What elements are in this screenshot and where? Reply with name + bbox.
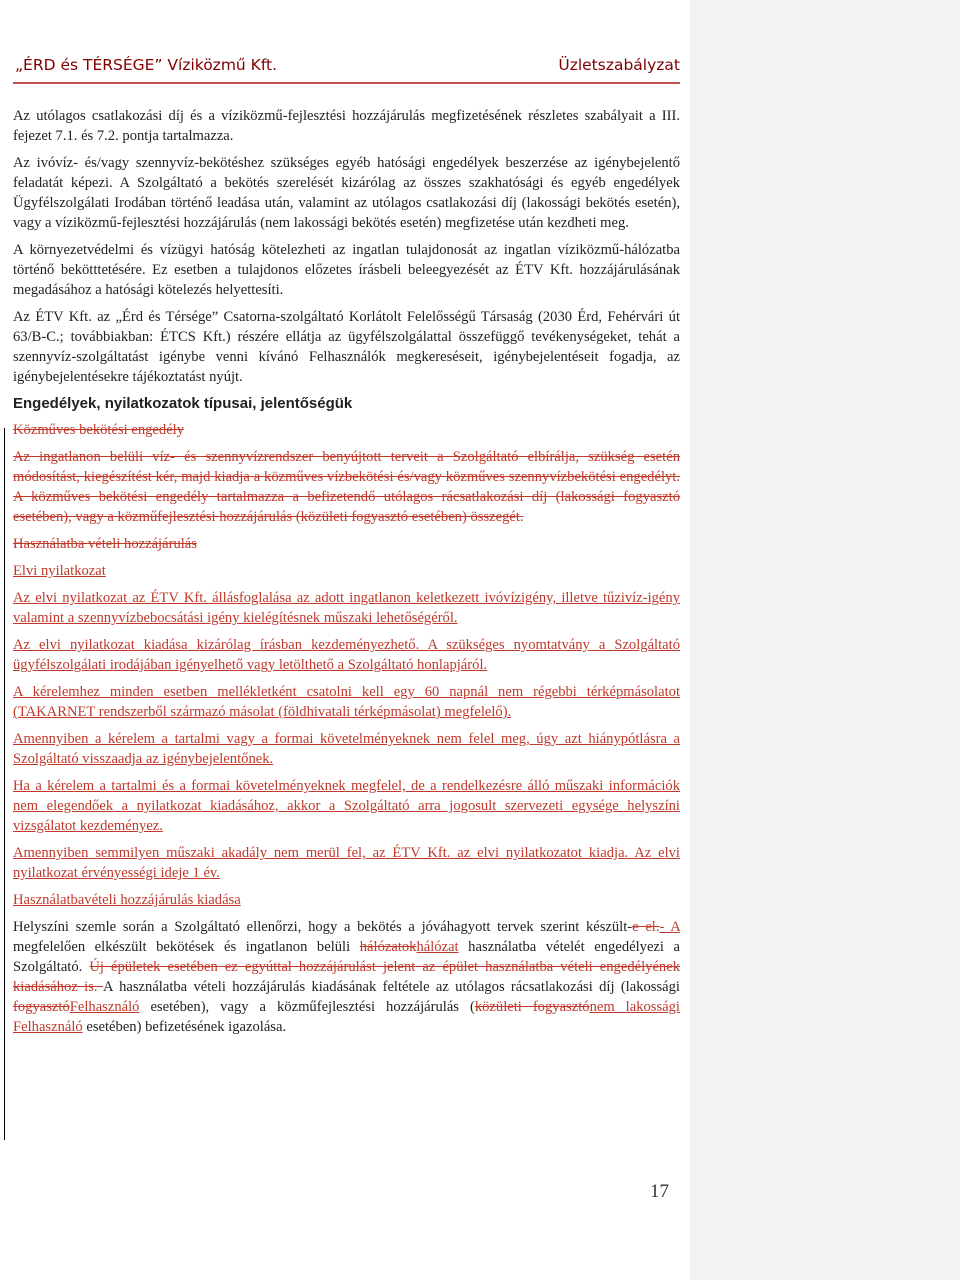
paragraph: Az ivóvíz- és/vagy szennyvíz-bekötéshez szükséges egyéb hatósági engedélyek beszerzése az igénybejelentő feladatát képezi. A Szolgáltató a bekötés szerelését kizárólag az összes szakhatósági és egyéb engedélyek Ügyfélszolgálati Irodában történő leadása után, valamint az utólagos csatlakozási díj (lakossági bekötés esetén), vagy a víziközmű-fejlesztési hozzájárulás (nem lakossági bekötés esetén) megfizetése után kezdheti meg. [13, 155, 680, 231]
inserted-paragraph: A kérelemhez minden esetben mellékletként csatolni kell egy 60 napnál nem régebbi térképmásolatot (TAKARNET rendszerből származó másolat (földhivatali térképmásolat) megfelelő). [13, 684, 680, 720]
header-company: „ÉRD és TÉRSÉGE” Víziközmű Kft. [15, 56, 278, 74]
page-number: 17 [650, 1181, 669, 1202]
header-doc-title: Üzletszabályzat [558, 56, 680, 74]
inserted-heading: Használatbavételi hozzájárulás kiadása [13, 892, 241, 908]
change-bar [4, 428, 5, 1140]
paragraph: Az utólagos csatlakozási díj és a víziközmű-fejlesztési hozzájárulás megfizetésének részletes szabályait a III. fejezet 7.1. és 7.2. pontja tartalmazza. [13, 108, 680, 144]
inserted-heading: Elvi nyilatkozat [13, 563, 106, 579]
paragraph: Az ÉTV Kft. az „Érd és Térsége” Csatorna-szolgáltató Korlátolt Felelősségű Társaság (2030 Érd, Fehérvári út 63/B-C.; továbbiakban: ÉTCS Kft.) részére ellátja az ügyfélszolgálattal összefüggő tevékenységeket, tehát a szennyvíz-szolgáltatást igénybe venni kívánó Felhasználók megkereséseit, igénybejelentéseit fogadja, az igénybejelentésekre tájékoztatást nyújt. [13, 309, 680, 385]
deleted-heading: Használatba vételi hozzájárulás [13, 536, 197, 552]
page-header [13, 54, 680, 84]
inserted-paragraph: Az elvi nyilatkozat az ÉTV Kft. állásfoglalása az adott ingatlanon keletkezett ivóvízigény, illetve tűzivíz-igény valamint a szennyvízbebocsátási igény kielégítésnek műszaki lehetőségéről. [13, 590, 680, 626]
document-body [13, 106, 680, 1044]
inserted-paragraph: Amennyiben a kérelem a tartalmi vagy a formai követelményeknek nem felel meg, úgy azt hiánypótlásra a Szolgáltató visszaadja az igénybejelentőnek. [13, 731, 680, 767]
tracked-paragraph: Helyszíni szemle során a Szolgáltató ellenőrzi, hogy a bekötés a jóváhagyott tervek szerint készült-e el.- A megfelelően elkészült bekötések és ingatlanon belüli hálózatokhálózat használatba vételét engedélyezi a Szolgáltató. Új épületek esetében ez egyúttal hozzájárulást jelent az épület használatba vételi engedélyének kiadásához is. A használatba vételi hozzájárulás kiadásának feltétele az utólagos rácsatlakozási díj (lakossági fogyasztóFelhasználó esetében), vagy a közműfejlesztési hozzájárulás (közületi fogyasztónem lakossági Felhasználó esetében) befizetésének igazolása. [13, 919, 680, 1035]
deleted-heading: Közműves bekötési engedély [13, 422, 185, 438]
deleted-paragraph: Az ingatlanon belüli víz- és szennyvízrendszer benyújtott terveit a Szolgáltató elbírálja, szükség esetén módosítást, kiegészítést kér, majd kiadja a közműves vízbekötési és/vagy közműves szennyvízbekötési engedélyt. A közműves bekötési engedély tartalmazza a befizetendő utólagos rácsatlakozási díj (lakossági fogyasztó esetében), vagy a közműfejlesztési hozzájárulás (közületi fogyasztó esetében) összegét. [13, 449, 680, 525]
inserted-paragraph: Ha a kérelem a tartalmi és a formai követelményeknek megfelel, de a rendelkezésre álló műszaki információk nem elegendőek a nyilatkozat kiadásához, akkor a Szolgáltató arra jogosult szervezeti egysége helyszíni vizsgálatot kezdeményez. [13, 778, 680, 834]
inserted-paragraph: Az elvi nyilatkozat kiadása kizárólag írásban kezdeményezhető. A szükséges nyomtatvány a Szolgáltató ügyfélszolgálati irodájában igényelhető vagy letölthető a Szolgáltató honlapjáról. [13, 637, 680, 673]
paragraph: A környezetvédelmi és vízügyi hatóság kötelezheti az ingatlan tulajdonosát az ingatlan víziközmű-hálózatba történő bekötttetésére. Ez esetben a tulajdonos előzetes írásbeli beleegyezését az ÉTV Kft. hozzájárulásának megadásához a hatósági kötelezés helyettesíti. [13, 242, 680, 298]
section-heading: Engedélyek, nyilatkozatok típusai, jelentőségük [13, 395, 353, 412]
inserted-paragraph: Amennyiben semmilyen műszaki akadály nem merül fel, az ÉTV Kft. az elvi nyilatkozatot kiadja. Az elvi nyilatkozat érvényességi ideje 1 év. [13, 845, 680, 881]
comment-sidebar [690, 0, 960, 1280]
